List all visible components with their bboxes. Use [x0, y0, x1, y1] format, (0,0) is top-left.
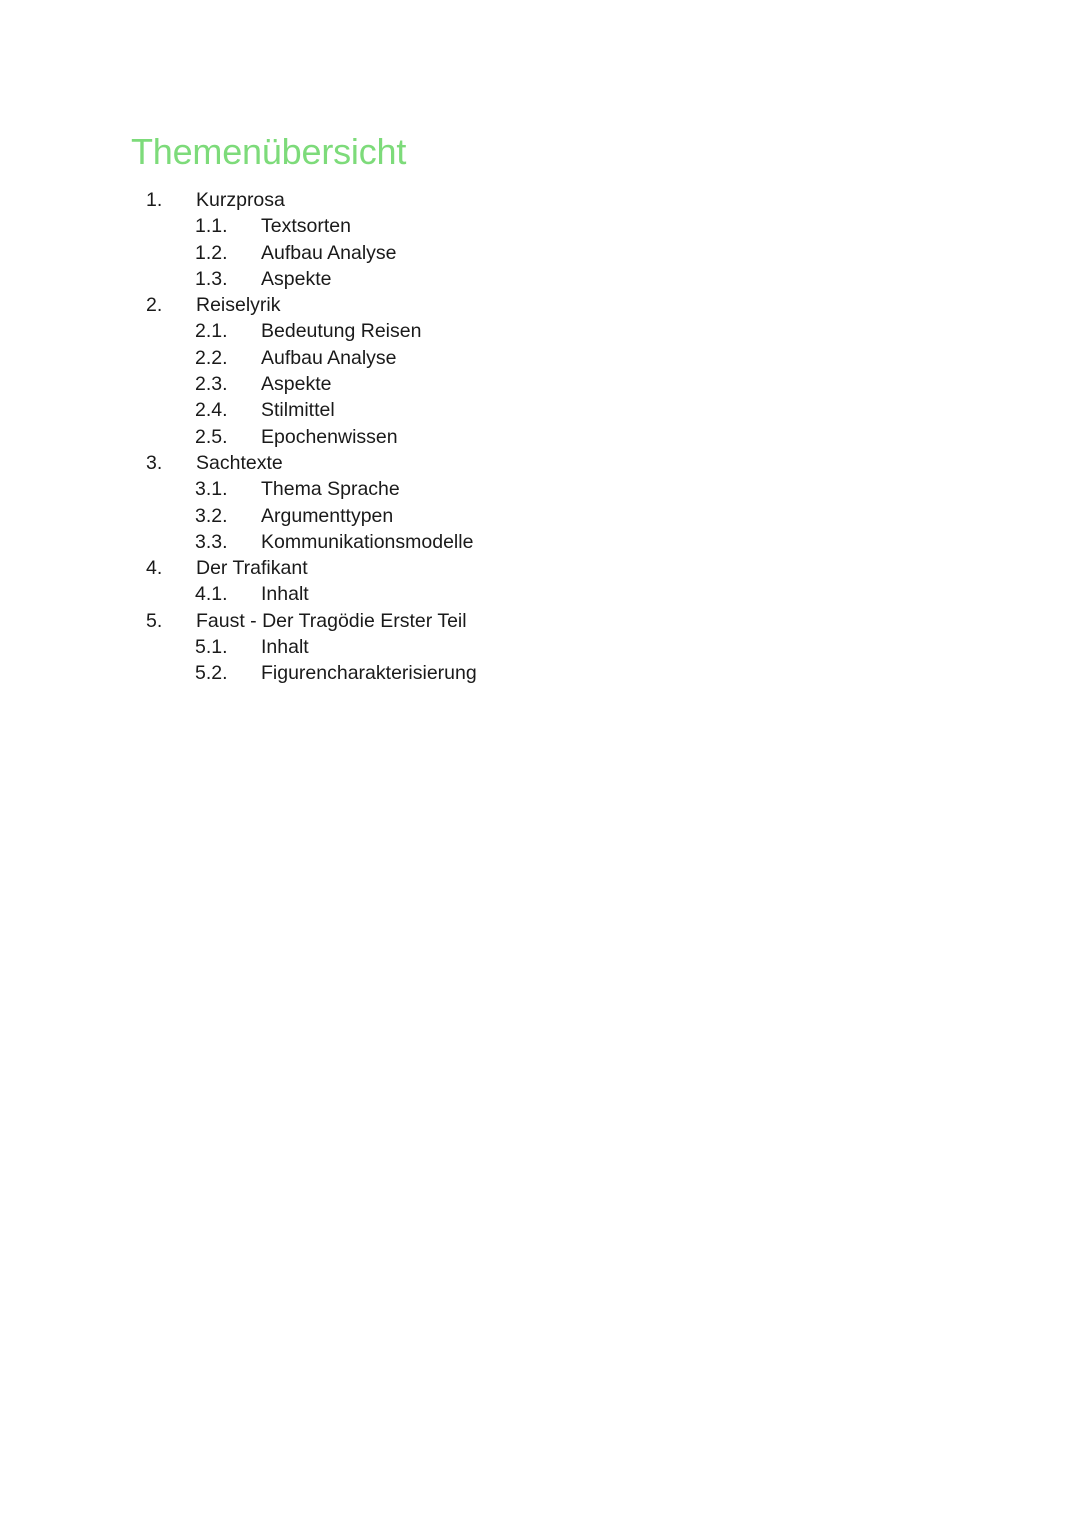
toc-label: Bedeutung Reisen	[261, 320, 422, 343]
toc-label: Inhalt	[261, 583, 309, 606]
toc-label: Der Trafikant	[196, 557, 308, 580]
toc-number: 5.1.	[195, 636, 228, 659]
toc-label: Aufbau Analyse	[261, 346, 397, 369]
toc-label: Reiselyrik	[196, 294, 281, 317]
toc-subsection	[0, 476, 1080, 502]
toc-number: 1.	[146, 189, 163, 211]
toc-label: Kommunikationsmodelle	[261, 530, 474, 553]
toc-subsection	[0, 581, 1080, 607]
toc-label: Aspekte	[261, 373, 332, 396]
toc-number: 3.2.	[195, 504, 228, 527]
toc-label: Textsorten	[261, 215, 351, 238]
toc-label: Argumenttypen	[261, 504, 394, 527]
table-of-contents	[0, 187, 1080, 687]
toc-subsection	[0, 503, 1080, 529]
toc-number: 3.3.	[195, 530, 228, 553]
toc-label: Aspekte	[261, 267, 332, 290]
toc-number: 1.2.	[195, 241, 228, 264]
toc-label: Thema Sprache	[261, 478, 400, 501]
toc-number: 3.1.	[195, 478, 228, 501]
toc-chapter	[0, 608, 1080, 634]
toc-number: 5.2.	[195, 662, 228, 685]
toc-subsection	[0, 345, 1080, 371]
toc-chapter	[0, 450, 1080, 476]
toc-label: Epochenwissen	[261, 425, 398, 448]
toc-label: Stilmittel	[261, 399, 335, 422]
toc-number: 5.	[146, 609, 163, 632]
toc-subsection	[0, 634, 1080, 660]
toc-number: 2.	[146, 294, 163, 317]
toc-label: Faust - Der Tragödie Erster Teil	[196, 609, 467, 632]
toc-subsection	[0, 660, 1080, 686]
toc-number: 2.3.	[195, 373, 228, 396]
toc-chapter	[0, 555, 1080, 581]
toc-number: 4.	[146, 557, 163, 580]
toc-subsection	[0, 397, 1080, 423]
toc-label: Inhalt	[261, 636, 309, 659]
toc-subsection	[0, 266, 1080, 292]
toc-number: 2.4.	[195, 399, 228, 422]
toc-label: Aufbau Analyse	[261, 241, 397, 264]
toc-number: 1.1.	[195, 215, 228, 238]
toc-number: 2.5.	[195, 425, 228, 448]
document-title: Themenübersicht	[131, 131, 407, 172]
toc-subsection	[0, 424, 1080, 450]
toc-label: Sachtexte	[196, 451, 283, 474]
toc-subsection	[0, 318, 1080, 344]
toc-label: Kurzprosa	[196, 189, 285, 211]
toc-number: 2.1.	[195, 320, 228, 343]
toc-chapter	[0, 187, 1080, 213]
toc-subsection	[0, 240, 1080, 266]
toc-number: 1.3.	[195, 267, 228, 290]
toc-number: 4.1.	[195, 583, 228, 606]
toc-chapter	[0, 292, 1080, 318]
toc-subsection	[0, 371, 1080, 397]
toc-subsection	[0, 529, 1080, 555]
toc-subsection	[0, 213, 1080, 239]
toc-label: Figurencharakterisierung	[261, 662, 477, 685]
toc-number: 3.	[146, 451, 163, 474]
toc-number: 2.2.	[195, 346, 228, 369]
